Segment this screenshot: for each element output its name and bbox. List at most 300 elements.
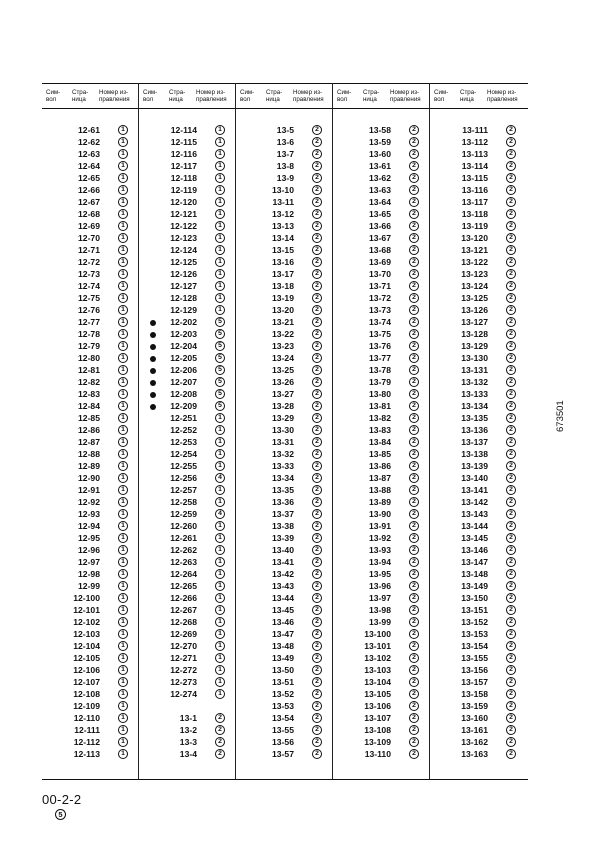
revision-number: 2: [506, 281, 516, 291]
table-row: [42, 461, 139, 472]
page-number: 12-70: [78, 233, 100, 243]
revision-number: 1: [215, 437, 225, 447]
revision-number: 2: [506, 665, 516, 675]
page-number: 12-121: [170, 209, 197, 219]
revision-number: 1: [118, 125, 128, 135]
page-number: 12-264: [170, 569, 197, 579]
revision-number: 2: [409, 437, 419, 447]
table-row: [236, 401, 333, 412]
table-row: [236, 233, 333, 244]
page-number: 12-88: [78, 449, 100, 459]
table-row: [333, 749, 430, 760]
page-number: 12-116: [170, 149, 197, 159]
revision-number: 1: [215, 629, 225, 639]
revision-number: 2: [506, 521, 516, 531]
revision-number: 2: [506, 221, 516, 231]
table-row: [139, 329, 236, 340]
page-number: 13-76: [369, 341, 391, 351]
revision-number: 2: [506, 689, 516, 699]
page-number: 13-141: [461, 485, 488, 495]
table-row: [430, 185, 527, 196]
revision-number: 5: [215, 341, 225, 351]
page-number: 12-91: [78, 485, 100, 495]
table-row: [333, 401, 430, 412]
revision-number: 1: [118, 305, 128, 315]
table-row: [333, 437, 430, 448]
table-row: [333, 389, 430, 400]
page-number: 13-17: [272, 269, 294, 279]
table-row: [42, 173, 139, 184]
revision-number: 1: [118, 569, 128, 579]
revision-number: 1: [118, 245, 128, 255]
revision-number: 2: [506, 329, 516, 339]
table-row: [42, 197, 139, 208]
page-number: 13-15: [272, 245, 294, 255]
table-row: [430, 413, 527, 424]
page-number: 13-9: [276, 173, 294, 183]
revision-number: 2: [409, 461, 419, 471]
page-number: 12-62: [78, 137, 100, 147]
revision-number: 2: [409, 425, 419, 435]
page-number: 13-56: [272, 737, 294, 747]
revision-number: 1: [215, 557, 225, 567]
revision-number: 2: [312, 593, 322, 603]
page-number: 12-123: [170, 233, 197, 243]
table-row: [42, 497, 139, 508]
table-row: [236, 125, 333, 136]
table-row: [430, 293, 527, 304]
page-number: 12-263: [170, 557, 197, 567]
table-row: [139, 641, 236, 652]
page-number: 13-99: [369, 617, 391, 627]
table-row: [42, 569, 139, 580]
revision-number: 2: [312, 605, 322, 615]
page-number: 12-89: [78, 461, 100, 471]
page-number: 12-274: [170, 689, 197, 699]
page-number: 13-51: [272, 677, 294, 687]
table-row: [236, 653, 333, 664]
page-number: 13-133: [461, 389, 488, 399]
table-row: [236, 641, 333, 652]
header-symbol: Сим- вол: [143, 89, 158, 103]
table-row: [42, 161, 139, 172]
table-row: [430, 449, 527, 460]
page-number: 13-43: [272, 581, 294, 591]
page-number: 13-52: [272, 689, 294, 699]
page-number: 13-135: [461, 413, 488, 423]
table-row: [42, 389, 139, 400]
revision-number: 1: [215, 137, 225, 147]
revision-number: 2: [312, 545, 322, 555]
table-row: [42, 365, 139, 376]
table-row: [42, 581, 139, 592]
table-row: [430, 437, 527, 448]
table-row: [430, 605, 527, 616]
page-number: 13-130: [461, 353, 488, 363]
table-row: [42, 401, 139, 412]
table-row: [236, 497, 333, 508]
revision-number: 1: [118, 689, 128, 699]
revision-number: 2: [409, 233, 419, 243]
table-row: [139, 197, 236, 208]
page-number: 12-110: [73, 713, 100, 723]
revision-number: 1: [118, 557, 128, 567]
page-number: 13-55: [272, 725, 294, 735]
table-row: [42, 449, 139, 460]
revision-number: 2: [409, 269, 419, 279]
page-number: 13-84: [369, 437, 391, 447]
page-number: 13-105: [364, 689, 391, 699]
table-row: [236, 173, 333, 184]
revision-number: 1: [118, 197, 128, 207]
revision-number: 2: [506, 437, 516, 447]
table-row: [430, 617, 527, 628]
page-number: 13-16: [272, 257, 294, 267]
page-number: 12-260: [170, 521, 197, 531]
page-number: 13-120: [461, 233, 488, 243]
table-row: [333, 677, 430, 688]
revision-number: 2: [506, 209, 516, 219]
page-number: 13-157: [461, 677, 488, 687]
page-number: 13-11: [272, 197, 294, 207]
revision-number: 2: [409, 497, 419, 507]
page-number: 12-107: [73, 677, 100, 687]
revision-number: 2: [215, 725, 225, 735]
page-number: 13-95: [369, 569, 391, 579]
table-row: [42, 521, 139, 532]
revision-number: 1: [118, 593, 128, 603]
revision-number: 2: [506, 413, 516, 423]
table-row: [236, 197, 333, 208]
page-number: 13-111: [462, 125, 488, 135]
page-number: 12-268: [170, 617, 197, 627]
table-row: [236, 341, 333, 352]
revision-number: 2: [409, 377, 419, 387]
table-row: [430, 545, 527, 556]
table-row: [430, 641, 527, 652]
page-number: 13-41: [272, 557, 294, 567]
revision-number: 2: [312, 197, 322, 207]
revision-number: 2: [312, 137, 322, 147]
revision-number: 2: [506, 365, 516, 375]
page-number: 13-101: [364, 641, 391, 651]
table-row: [236, 605, 333, 616]
table-row: [333, 605, 430, 616]
page-number: 13-137: [461, 437, 488, 447]
table-row: [139, 317, 236, 328]
revision-number: 1: [215, 173, 225, 183]
page-number: 12-83: [78, 389, 100, 399]
page-number: 12-271: [170, 653, 197, 663]
page-number: 13-42: [272, 569, 294, 579]
header-page: Стра- ница: [169, 89, 186, 103]
page-number: 12-66: [78, 185, 100, 195]
table-row: [236, 461, 333, 472]
page-number: 12-269: [170, 629, 197, 639]
revision-number: 2: [506, 749, 516, 759]
table-row: [430, 485, 527, 496]
table-row: [42, 629, 139, 640]
page-number: 13-103: [364, 665, 391, 675]
revision-number: 2: [506, 233, 516, 243]
revision-number: 1: [215, 545, 225, 555]
revision-number: 1: [118, 377, 128, 387]
page-number: 13-31: [272, 437, 294, 447]
table-row: [139, 521, 236, 532]
revision-number: 1: [118, 161, 128, 171]
revision-number: 2: [409, 137, 419, 147]
page-number: 13-64: [369, 197, 391, 207]
revision-number: 1: [118, 629, 128, 639]
revision-number: 2: [312, 641, 322, 651]
revision-number: 2: [506, 377, 516, 387]
page-number: 13-98: [369, 605, 391, 615]
revision-number: 2: [409, 737, 419, 747]
table-row: [333, 593, 430, 604]
page-number: 12-95: [78, 533, 100, 543]
table-row: [236, 677, 333, 688]
table-row: [139, 617, 236, 628]
page-number: 13-161: [461, 725, 488, 735]
page-number: 13-2: [179, 725, 197, 735]
table-row: [333, 341, 430, 352]
table-row: [42, 425, 139, 436]
page-number: 12-273: [170, 677, 197, 687]
page-number: 13-66: [369, 221, 391, 231]
revision-number: 1: [118, 485, 128, 495]
table-row: [430, 677, 527, 688]
table-row: [42, 269, 139, 280]
revision-number: 1: [215, 221, 225, 231]
revision-number: 2: [312, 185, 322, 195]
table-row: [333, 329, 430, 340]
table-row: [333, 245, 430, 256]
revision-number: 2: [312, 233, 322, 243]
revision-number: 2: [312, 173, 322, 183]
table-row: [236, 473, 333, 484]
revision-number: 2: [506, 605, 516, 615]
revision-number: 2: [312, 353, 322, 363]
page-number: 13-153: [461, 629, 488, 639]
table-row: [333, 569, 430, 580]
revision-number: 2: [409, 125, 419, 135]
table-row: [430, 569, 527, 580]
table-row: [430, 401, 527, 412]
table-row: [42, 245, 139, 256]
revision-number: 2: [409, 677, 419, 687]
page-number: 13-3: [179, 737, 197, 747]
revision-number: 2: [409, 413, 419, 423]
revision-number: 5: [215, 317, 225, 327]
revision-number: 2: [409, 605, 419, 615]
page-number: 12-100: [73, 593, 100, 603]
revision-number: 5: [215, 377, 225, 387]
page-number: 13-144: [461, 521, 488, 531]
table-row: [430, 197, 527, 208]
revision-number: 2: [506, 173, 516, 183]
page-number: 13-1: [179, 713, 197, 723]
table-row: [236, 281, 333, 292]
revision-number: 2: [409, 641, 419, 651]
page-number: 13-131: [461, 365, 488, 375]
revision-number: 1: [118, 581, 128, 591]
revision-number: 1: [215, 689, 225, 699]
table-row: [139, 725, 236, 736]
table-row: [42, 485, 139, 496]
table-row: [333, 413, 430, 424]
revision-number: 2: [506, 701, 516, 711]
page-number: 12-86: [78, 425, 100, 435]
page-number: 13-97: [369, 593, 391, 603]
revision-number: 1: [118, 749, 128, 759]
page-number: 13-126: [461, 305, 488, 315]
revision-number: 2: [409, 281, 419, 291]
page-number: 12-93: [78, 509, 100, 519]
page-number: 13-13: [272, 221, 294, 231]
page-number: 12-67: [78, 197, 100, 207]
page-number: 12-65: [78, 173, 100, 183]
table-row: [139, 161, 236, 172]
page-number: 12-105: [73, 653, 100, 663]
revision-number: 1: [118, 521, 128, 531]
revision-number: 2: [409, 305, 419, 315]
table-row: [236, 749, 333, 760]
page-number: 13-147: [461, 557, 488, 567]
revision-number: 1: [118, 473, 128, 483]
page-number: 13-5: [276, 125, 294, 135]
revision-number: 1: [215, 305, 225, 315]
table-row: [333, 209, 430, 220]
page-number: 13-77: [369, 353, 391, 363]
table-row: [236, 317, 333, 328]
header-symbol: Сим- вол: [46, 89, 61, 103]
revision-number: 1: [118, 449, 128, 459]
table-row: [42, 317, 139, 328]
page-number: 12-87: [78, 437, 100, 447]
table-row: [333, 713, 430, 724]
page-number: 13-156: [461, 665, 488, 675]
table-row: [236, 149, 333, 160]
header-rule: [42, 108, 528, 109]
table-row: [430, 341, 527, 352]
table-row: [42, 665, 139, 676]
table-row: [430, 149, 527, 160]
revision-number: 2: [506, 125, 516, 135]
page-number: 12-128: [170, 293, 197, 303]
table-row: [42, 149, 139, 160]
table-row: [139, 485, 236, 496]
page-number: 12-104: [73, 641, 100, 651]
page-number: 13-59: [369, 137, 391, 147]
page-number: 13-104: [364, 677, 391, 687]
table-row: [236, 329, 333, 340]
revision-number: 2: [506, 485, 516, 495]
table-row: [430, 173, 527, 184]
table-row: [139, 749, 236, 760]
table-row: [430, 281, 527, 292]
table-row: [139, 653, 236, 664]
page-number: 13-32: [272, 449, 294, 459]
table-row: [236, 629, 333, 640]
revision-number: 2: [409, 557, 419, 567]
revision-number: 1: [118, 341, 128, 351]
revision-number: 2: [409, 725, 419, 735]
table-row: [42, 329, 139, 340]
page-number: 13-112: [461, 137, 488, 147]
table-row: [430, 377, 527, 388]
revision-number: 2: [312, 725, 322, 735]
page-number: 12-99: [78, 581, 100, 591]
revision-number: 2: [506, 161, 516, 171]
table-row: [333, 137, 430, 148]
table-row: [430, 221, 527, 232]
change-bullet-icon: [150, 332, 156, 338]
page-number: 13-89: [369, 497, 391, 507]
revision-number: 2: [506, 509, 516, 519]
table-row: [139, 449, 236, 460]
revision-number: 2: [409, 485, 419, 495]
page-number: 12-266: [170, 593, 197, 603]
revision-number: 2: [312, 461, 322, 471]
table-row: [139, 137, 236, 148]
table-row: [42, 701, 139, 712]
revision-number: 2: [506, 269, 516, 279]
revision-number: 1: [215, 677, 225, 687]
table-row: [333, 737, 430, 748]
table-row: [333, 701, 430, 712]
table-row: [42, 437, 139, 448]
revision-number: 2: [409, 317, 419, 327]
page-number: 13-37: [272, 509, 294, 519]
revision-number: 2: [409, 257, 419, 267]
table-row: [430, 137, 527, 148]
table-row: [236, 245, 333, 256]
revision-number: 2: [312, 437, 322, 447]
table-row: [139, 257, 236, 268]
table-row: [139, 269, 236, 280]
revision-number: 2: [409, 197, 419, 207]
table-row: [430, 269, 527, 280]
revision-number: 2: [312, 473, 322, 483]
footer-page-code: 00-2-2: [42, 792, 82, 807]
page-number: 12-68: [78, 209, 100, 219]
header-revision: Номер из- правления: [99, 89, 130, 103]
page-number: 13-140: [461, 473, 488, 483]
revision-number: 2: [409, 665, 419, 675]
page-number: 13-94: [369, 557, 391, 567]
page-number: 13-35: [272, 485, 294, 495]
page-number: 13-81: [369, 401, 391, 411]
table-row: [333, 269, 430, 280]
page-number: 12-120: [170, 197, 197, 207]
page-number: 13-60: [369, 149, 391, 159]
page-number: 13-138: [461, 449, 488, 459]
page-number: 13-45: [272, 605, 294, 615]
table-row: [139, 125, 236, 136]
page-number: 13-127: [461, 317, 488, 327]
table-row: [430, 473, 527, 484]
table-row: [139, 557, 236, 568]
revision-number: 2: [409, 149, 419, 159]
page-number: 12-272: [170, 665, 197, 675]
page-number: 13-22: [272, 329, 294, 339]
table-row: [333, 185, 430, 196]
page-number: 13-87: [369, 473, 391, 483]
revision-number: 2: [312, 245, 322, 255]
table-row: [430, 749, 527, 760]
page-number: 13-158: [461, 689, 488, 699]
revision-number: 1: [118, 173, 128, 183]
